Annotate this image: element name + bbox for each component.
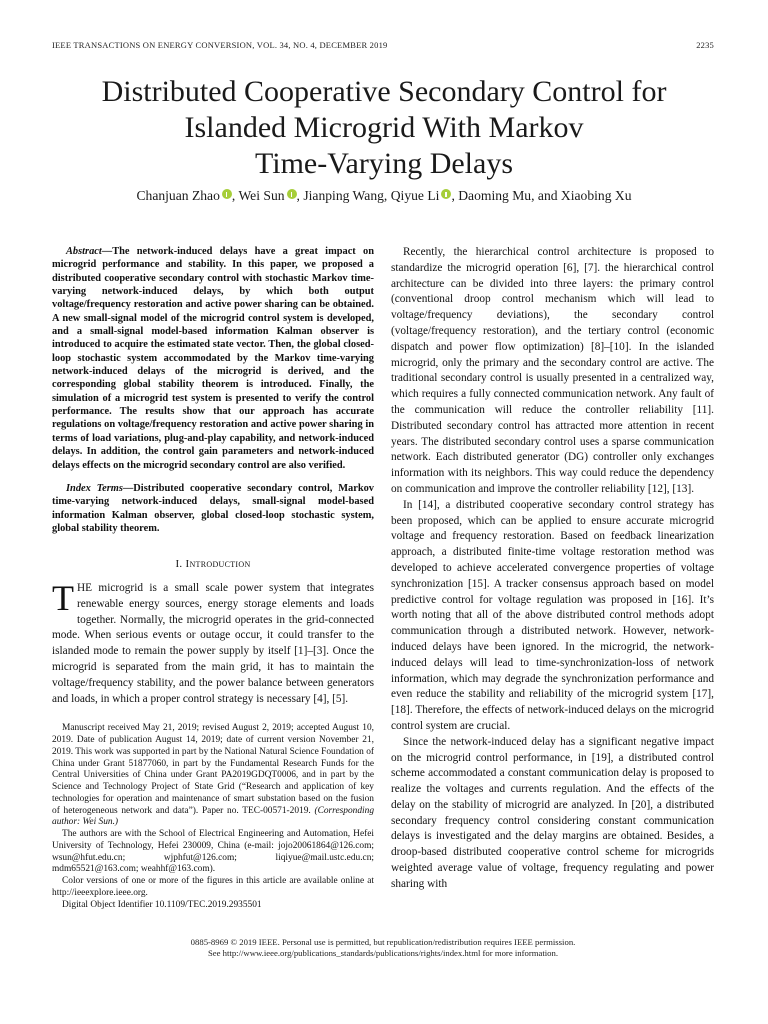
left-column: [52, 245, 374, 911]
abstract-text: —The network-induced delays have a great impact on microgrid performance and stability. In this paper, we proposed a distributed cooperative secondary control with stochastic Markov time-varying network-induced delays, by which both output voltage/frequency restoration and active power sharing can be obtained. A new small-signal model of the microgrid control system is developed, and a small-signal model-based information Kalman observer is introduced to acquire the estimated state vector. Then, the global closed-loop stochastic system accommodated by the Markov time-varying network-induced delays of the microgrid is derived, and the corresponding global stability theorem is introduced. Finally, the simulation of a microgrid test system is presented to verify the control performance. The results show that our approach has accurate regulations on voltage/frequency restoration and active power sharing in terms of load variations, plug-and-play capability, and network-induced delays. In addition, the control gain parameters and network-induced delays effects on the microgrid secondary control are also verified.: [52, 246, 374, 471]
title-line-3: Time-Varying Delays: [254, 147, 514, 180]
body-paragraph: Since the network-induced delay has a significant negative impact on the microgrid control performance, in [19], a distributed control scheme accommodated a constant communication delay is proposed to realize the voltages and currents regulation. And the effects of the delay on the stability of microgrid are analyzed. In [20], a distributed secondary frequency control considering constant communication delays is investigated and the delay margins are obtained. Besides, a droop-based distributed cooperative control scheme for microgrids weighted average value of voltage, frequency regulating and power sharing with: [391, 735, 714, 890]
section-numeral: I.: [175, 558, 186, 571]
abstract: [52, 245, 374, 472]
abstract-label: Abstract: [66, 246, 102, 257]
index-terms: [52, 482, 374, 535]
index-terms-text: —Distributed cooperative secondary control, Markov time-varying network-induced delays, small-signal model-based information Kalman observer, global closed-loop stochastic system, global stability theorem.: [52, 482, 374, 534]
index-terms-label: Index Terms: [66, 482, 123, 494]
author-list: [60, 188, 708, 204]
journal-name: IEEE TRANSACTIONS ON ENERGY CONVERSION, VOL. 34, NO. 4, DECEMBER 2019: [52, 40, 388, 50]
footnote-affiliation: The authors are with the School of Electrical Engineering and Automation, Hefei University of Technology, Hefei 230009, China (e-mail: jojo20061864@126.com; wsun@hfut.edu.cn; wjphfut@126.com; liqiyue@mail.ustc.edu.cn; mdm65521@163.com; weahhf@163.com).: [52, 829, 374, 875]
author-1: Chanjuan Zhao: [136, 188, 220, 203]
footer-line-2: See http://www.ieee.org/publications_standards/publications/rights/index.html for more information.: [207, 948, 559, 958]
author-4: , Daoming Mu, and Xiaobing Xu: [451, 188, 632, 203]
footnote-doi: Digital Object Identifier 10.1109/TEC.2019.2935501: [62, 899, 262, 910]
paper-title: [60, 74, 708, 182]
corresponding-author: (Corresponding author: Wei Sun.): [52, 805, 375, 828]
copyright-footer: [52, 937, 714, 959]
author-2: , Wei Sun: [231, 188, 285, 203]
orcid-icon[interactable]: [287, 189, 297, 199]
drop-cap: T: [52, 578, 74, 619]
body-paragraph: Recently, the hierarchical control architecture is proposed to standardize the microgrid operation [6], [7]. the hierarchical control architecture can be divided into three layers: the primary control (conventional droop control mechanism which will lead to voltage/frequency deviations), the secondary control (voltage/frequency restoration), and the tertiary control (economic dispatch and power flow optimization) [8]–[10]. In the islanded microgrid, only the primary and the secondary control are active. The traditional secondary control is usually presented in a centralized way, which requires a fully connected communication network. Any fault of the communication will reduce the controller reliability [11]. Distributed secondary control has attracted more attention in recent years. The distributed secondary control uses a sparse communication network. Each distributed generator (DG) controller only exchanges information with its neighbors. This way could reduce the dependency on communication and improve the controller reliability [12], [13].: [391, 246, 714, 495]
footnotes: [52, 723, 374, 911]
footer-line-1: 0885-8969 © 2019 IEEE. Personal use is permitted, but republication/redistribution requires IEEE permission.: [190, 937, 576, 947]
right-column: [391, 245, 714, 893]
footnote-color-versions: Color versions of one or more of the figures in this article are available online at http://ieeexplore.ieee.org.: [52, 876, 374, 898]
section-title: Introduction: [185, 558, 251, 571]
title-line-2: Islanded Microgrid With Markov: [184, 111, 584, 144]
intro-paragraph: [52, 578, 374, 707]
title-line-1: Distributed Cooperative Secondary Control for: [101, 75, 667, 108]
page-number: 2235: [696, 40, 714, 50]
body-paragraph: In [14], a distributed cooperative secondary control strategy has been proposed, which can be applied to ensure accurate microgrid voltage and frequency restoration. Based on feedback linearization approach, a distributed finite-time voltage restoration method was developed to achieve accelerated convergence properties of voltage synchronization [15]. A tracker consensus approach based on model predictive control for voltage regulation was proposed in [16]. It’s worth noting that all of the above distributed control methods adopt communication through a distributed network. However, network-induced delays have been ignored. In the microgrid, the network-induced delays will lead to time-synchronization-loss of network information, which may degrade the synchronization performance and even reduce the stability and reliability of the microgrid system [17], [18]. Therefore, the effects of network-induced delays on the microgrid control system are crucial.: [391, 498, 714, 732]
author-3: , Jianping Wang, Qiyue Li: [296, 188, 440, 203]
footnote-manuscript: Manuscript received May 21, 2019; revised August 2, 2019; accepted August 10, 2019. Date of publication August 14, 2019; date of current version November 21, 2019. This work was supported in part by the National Natural Science Foundation of China under Grant 51877060, in part by the Fundamental Research Funds for the Central Universities of China under Grant PA2019GDQT0006, and in part by the Science and Technology Project of State Grid (“Research and application of key technologies for operation and maintenance of smart substation based on the fusion of heterogeneous network and data”). Paper no. TEC-00571-2019. (Corresponding author: Wei Sun.): [52, 723, 375, 828]
section-heading-introduction: [52, 557, 374, 573]
intro-text: HE microgrid is a small scale power system that integrates renewable energy sources, energy storage elements and loads together. Normally, the microgrid operates in the grid-connected mode. When serious events or outage occur, it could transfer to the islanded mode to remain the power supply by itself [1]–[3]. Once the microgrid is separated from the main grid, it has to maintain the voltage/frequency stability, and the power balance between generators and loads, in which a proper control strategy is necessary [4], [5].: [52, 582, 374, 705]
orcid-icon[interactable]: [222, 189, 232, 199]
orcid-icon[interactable]: [441, 189, 451, 199]
